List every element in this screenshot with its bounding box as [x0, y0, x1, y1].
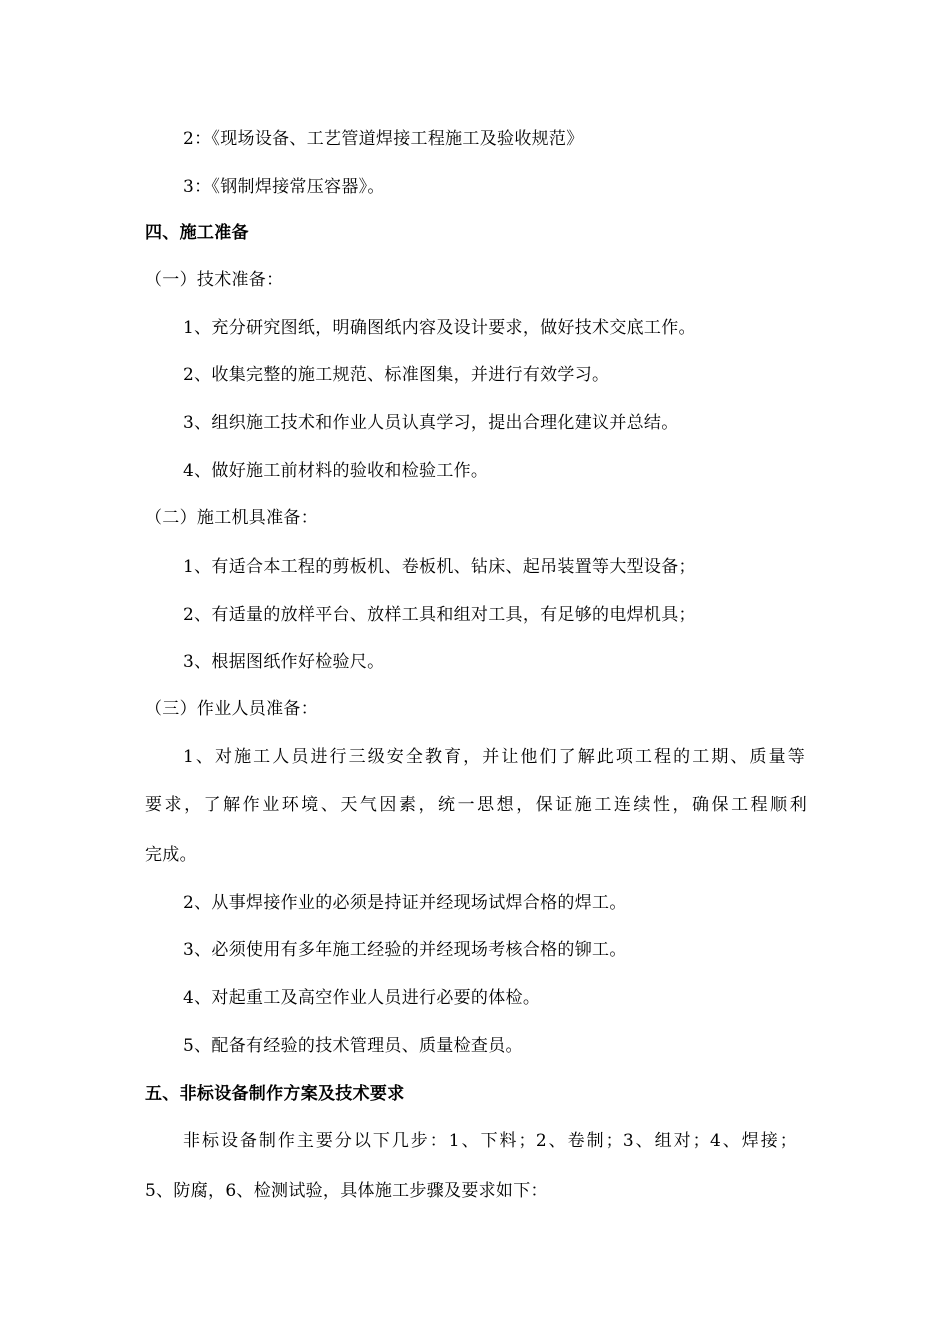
subsection-machines-heading: （二）施工机具准备：: [145, 508, 318, 528]
staff-item-1-line-2: 要求，了解作业环境、天气因素，统一思想，保证施工连续性，确保工程顺利: [145, 795, 807, 815]
section-5-paragraph-line-2: 5、防腐，6、检测试验，具体施工步骤及要求如下：: [145, 1181, 548, 1201]
reference-item-2: 2：《现场设备、工艺管道焊接工程施工及验收规范》: [183, 129, 584, 149]
section-5-heading: 五、非标设备制作方案及技术要求: [145, 1084, 405, 1104]
staff-item: 5、配备有经验的技术管理员、质量检查员。: [183, 1036, 523, 1056]
staff-item-1-line-3: 完成。: [145, 845, 197, 865]
reference-item-3: 3：《钢制焊接常压容器》。: [183, 177, 385, 197]
staff-item: 2、从事焊接作业的必须是持证并经现场试焊合格的焊工。: [183, 893, 627, 913]
subsection-staff-heading: （三）作业人员准备：: [145, 699, 318, 719]
staff-item: 3、必须使用有多年施工经验的并经现场考核合格的铆工。: [183, 940, 627, 960]
tech-prep-item: 1、充分研究图纸，明确图纸内容及设计要求，做好技术交底工作。: [183, 318, 696, 338]
staff-item-1-line-1: 1、对施工人员进行三级安全教育，并让他们了解此项工程的工期、质量等: [183, 747, 805, 767]
staff-item: 4、对起重工及高空作业人员进行必要的体检。: [183, 988, 541, 1008]
section-5-paragraph-line-1: 非标设备制作主要分以下几步：1、下料；2、卷制；3、组对；4、焊接；: [183, 1131, 797, 1151]
machines-item: 3、根据图纸作好检验尺。: [183, 652, 385, 672]
machines-item: 1、有适合本工程的剪板机、卷板机、钻床、起吊装置等大型设备；: [183, 557, 696, 577]
section-4-heading: 四、施工准备: [145, 223, 249, 243]
machines-item: 2、有适量的放样平台、放样工具和组对工具，有足够的电焊机具；: [183, 605, 696, 625]
tech-prep-item: 4、做好施工前材料的验收和检验工作。: [183, 461, 489, 481]
tech-prep-item: 3、组织施工技术和作业人员认真学习，提出合理化建议并总结。: [183, 413, 679, 433]
tech-prep-item: 2、收集完整的施工规范、标准图集，并进行有效学习。: [183, 365, 610, 385]
subsection-tech-prep-heading: （一）技术准备：: [145, 270, 284, 290]
